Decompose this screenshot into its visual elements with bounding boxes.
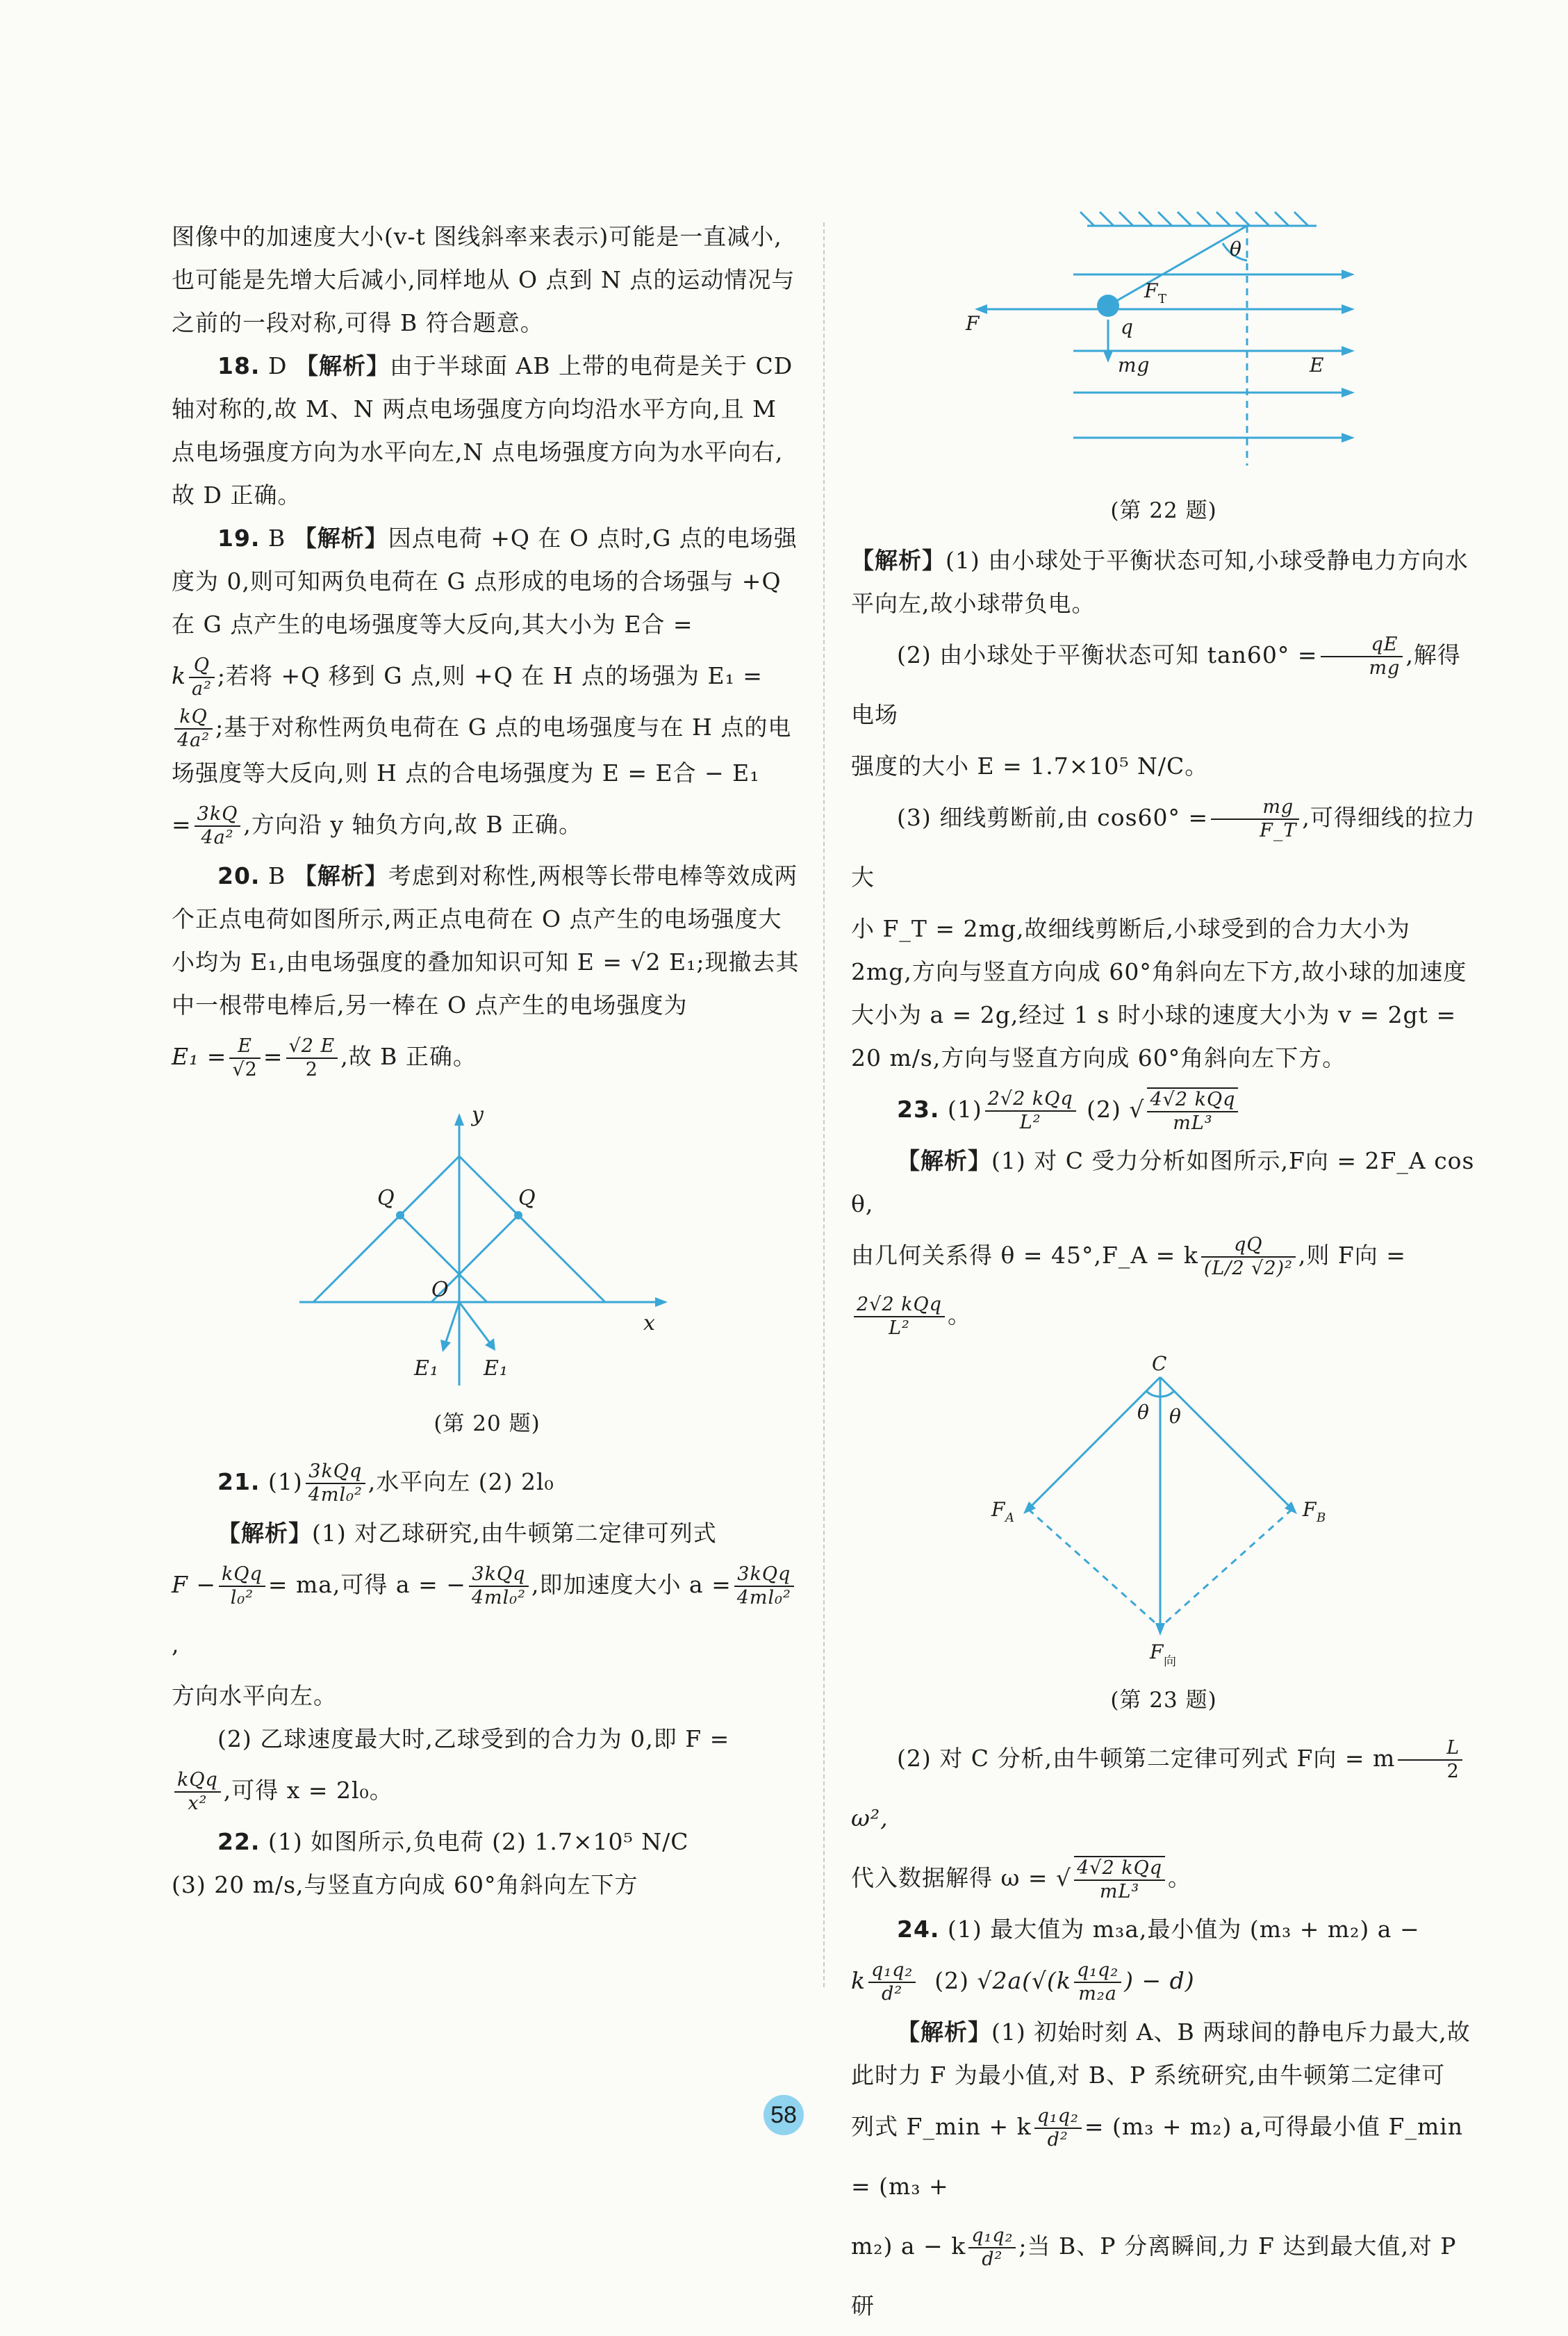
figure-q23 [983, 1349, 1344, 1676]
q22-analysis-1: 【解析】(1) 由小球处于平衡状态可知,小球受静电力方向水平向左,故小球带负电。 [851, 547, 1469, 617]
page-number-badge: 58 [764, 2095, 804, 2135]
y-axis-arrowhead [454, 1113, 464, 1126]
field-arrowhead-1 [1342, 270, 1355, 279]
right-column [851, 215, 1476, 2336]
q24-analysis-2: 列式 F_min + k $\frac{\text{q₁q₂}}{\text{d²}}$ = (m₃ + m₂) a,可得最小值 F_min = (m₃ + [851, 2105, 1464, 2200]
theta-arc-right [1160, 1391, 1174, 1397]
fraction: $\frac{qE}{mg}$ [1321, 634, 1403, 680]
ceiling-hatch [1080, 212, 1308, 226]
fraction: $\frac{Q}{\text{a²}}$ [189, 655, 215, 700]
q23-answer: 23. (1) $\frac{\text{2√2 kQq}}{\text{L²}}$ (2) √ $\frac{\text{4√2 kQq}}{\text{mL³}}$ [851, 1080, 1476, 1140]
column-divider [823, 222, 825, 1987]
force-fa [1028, 1377, 1160, 1509]
caption-q23: (第 23 题) [1110, 1688, 1217, 1713]
q22-answer-2: (3) 20 m/s,与竖直方向成 60°角斜向左下方 [172, 1871, 638, 1898]
q22-analysis-2b: 强度的大小 E = 1.7×10⁵ N/C。 [851, 752, 1209, 780]
fraction: $\frac{\text{4√2 kQq}}{\text{mL³}}$ [1147, 1087, 1238, 1135]
caption-q20: (第 20 题) [434, 1411, 540, 1436]
theta-arc-left [1146, 1391, 1160, 1397]
e1-arrow-right [459, 1302, 490, 1344]
q21-answer: 21. (1) $\frac{\text{3kQq}}{\text{4ml₀²}}$ ,水平向左 (2) 2l₀ [217, 1461, 554, 1506]
parallelogram-left [1028, 1509, 1160, 1627]
fraction: $\frac{\text{3kQq}}{\text{4ml₀²}}$ [306, 1461, 365, 1506]
label-e1-left: E₁ [414, 1356, 439, 1381]
fraction: $\frac{3kQ}{\text{4a²}}$ [195, 803, 241, 849]
fraction: $\frac{\text{3kQq}}{\text{4ml₀²}}$ [469, 1563, 529, 1609]
mg-arrowhead [1103, 351, 1113, 363]
x-axis-arrowhead [655, 1297, 668, 1307]
label-fa-sub: A [1005, 1511, 1015, 1525]
q19-formula-line-3: = $\frac{3kQ}{\text{4a²}}$ ,方向沿 y 轴负方向,故 B 正确。 [172, 803, 583, 848]
parallelogram-right [1160, 1509, 1292, 1627]
fraction: $\frac{kQ}{\text{4a²}}$ [174, 706, 213, 752]
q18-paragraph: 18. D 【解析】由于半球面 AB 上带的电荷是关于 CD 轴对称的,故 M、N 两点电场强度方向均沿水平方向,且 M 点电场强度方向为水平向左,N 点电场强度方向为水平向右,故 D 正确。 [172, 352, 793, 509]
q24-answer-1: 24. (1) 最大值为 m₃a,最小值为 (m₃ + m₂) a − [897, 1916, 1420, 1943]
label-q-left: Q [377, 1186, 395, 1210]
fraction: $\frac{\text{kQq}}{\text{x²}}$ [174, 1769, 221, 1815]
q19-formula-line-2: $\frac{kQ}{\text{4a²}}$ ;基于对称性两负电荷在 G 点的电场强度与在 H 点的电场强度等大反向,则 H 点的合电场强度为 E = E合 − E₁ [172, 706, 792, 787]
q21-analysis-2: 方向水平向左。 [172, 1682, 337, 1709]
charged-ball [1097, 295, 1119, 317]
label-fb-sub: B [1317, 1511, 1327, 1525]
e1-arrow-left [445, 1302, 459, 1344]
label-theta: θ [1230, 238, 1242, 261]
label-o: O [431, 1278, 449, 1302]
fraction: $\frac{\text{3kQq}}{\text{4ml₀²}}$ [734, 1563, 794, 1609]
paragraph-q17-end: 图像中的加速度大小(v-t 图线斜率来表示)可能是一直减小,也可能是先增大后减小,同样地从 O 点到 N 点的运动情况与之前的一段对称,可得 B 符合题意。 [172, 223, 795, 336]
label-c: C [1152, 1352, 1168, 1375]
field-arrowhead-5 [1342, 433, 1355, 443]
caption-q22: (第 22 题) [1110, 498, 1217, 523]
charge-q-right [514, 1211, 522, 1219]
fraction: $\frac{\text{4√2 kQq}}{\text{mL³}}$ [1074, 1856, 1165, 1903]
q20-formula-line: E₁ = $\frac{E}{√2}$ = $\frac{√2 E}{2}$ ,故 B 正确。 [172, 1035, 477, 1080]
fraction: $\frac{\text{q₁q₂}}{\text{d²}}$ [868, 1959, 916, 2005]
fraction: $\frac{\text{q₁q₂}}{\text{d²}}$ [968, 2225, 1016, 2271]
label-ft: F [1144, 279, 1159, 302]
label-e1-right: E₁ [484, 1356, 509, 1381]
label-x: x [643, 1311, 656, 1335]
q22-analysis-2: (2) 由小球处于平衡状态可知 tan60° = $\frac{qE}{mg}$ ,解得电场 [851, 634, 1461, 728]
figure-q22 [955, 208, 1372, 486]
q21-formula-line-2: $\frac{\text{kQq}}{\text{x²}}$ ,可得 x = 2l₀。 [172, 1761, 802, 1820]
q24-analysis-3: m₂) a − k $\frac{\text{q₁q₂}}{\text{d²}}$ ;当 B、P 分离瞬间,力 F 达到最大值,对 P 研 [851, 2225, 1457, 2319]
label-y: y [472, 1103, 484, 1127]
fraction: $\frac{√2 E}{2}$ [286, 1035, 338, 1081]
fraction: $\frac{L}{2}$ [1398, 1737, 1462, 1783]
label-f-net: F [1150, 1640, 1164, 1663]
field-arrowhead-4 [1342, 388, 1355, 397]
field-arrowhead-2 [1342, 304, 1355, 314]
q23-analysis-4: 代入数据解得 ω = √ $\frac{\text{4√2 kQq}}{\text{mL³}}$ 。 [851, 1857, 1192, 1902]
q22-analysis-3: (3) 细线剪断前,由 cos60° = $\frac{mg}{F\_T}$ ,可得细线的拉力大 [851, 796, 1476, 891]
force-fb [1160, 1377, 1292, 1509]
fnet-arrowhead [1155, 1623, 1165, 1636]
label-fb: F [1303, 1498, 1317, 1521]
label-f-net-sub: 向 [1164, 1654, 1177, 1669]
rod-right-outer [459, 1156, 605, 1302]
label-mg: mg [1118, 354, 1150, 377]
fraction: $\frac{E}{√2}$ [229, 1035, 260, 1081]
label-fa: F [991, 1498, 1006, 1521]
q19-formula-line-1: k $\frac{Q}{\text{a²}}$ ;若将 +Q 移到 G 点,则 +Q 在 H 点的场强为 E₁ = [172, 655, 763, 700]
q23-analysis-3: (2) 对 C 分析,由牛顿第二定律可列式 F向 = m $\frac{L}{2}$ ω², [851, 1729, 1476, 1848]
label-ft-sub: T [1158, 292, 1168, 306]
fraction: $\frac{\text{2√2 kQq}}{\text{L²}}$ [985, 1088, 1076, 1134]
q21-analysis-1: 【解析】(1) 对乙球研究,由牛顿第二定律可列式 [217, 1520, 717, 1547]
figure-q20 [292, 1094, 682, 1399]
label-theta-right: θ [1169, 1405, 1182, 1428]
label-f: F [966, 312, 980, 335]
fraction: $\frac{qQ}{\text{(L/2 √2)²}}$ [1201, 1234, 1296, 1280]
fraction: $\frac{\text{kQq}}{\text{l₀²}}$ [219, 1563, 265, 1609]
q23-analysis-2: 由几何关系得 θ = 45°,F_A = k $\frac{qQ}{\text{(L/2 √2)²}}$ ,则 F向 = $\frac{\text{2√2 kQq}}{\text{L²}}$ 。 [851, 1234, 1406, 1339]
q20-paragraph: 20. B 【解析】考虑到对称性,两根等长带电棒等效成两个正点电荷如图所示,两正点电荷在 O 点产生的电场强度大小均为 E₁,由电场强度的叠加知识可知 E = √2 E₁;现撤去其中一根带电棒后,另一棒在 O 点产生的电场强度为 [172, 862, 800, 1019]
q23-analysis-1: 【解析】(1) 对 C 受力分析如图所示,F向 = 2F_A cos θ, [851, 1147, 1475, 1217]
e1-left-arrowhead [440, 1340, 451, 1352]
q21-analysis-3: (2) 乙球速度最大时,乙球受到的合力为 0,即 F = [217, 1725, 730, 1752]
q24-answer-2: k $\frac{\text{q₁q₂}}{\text{d²}}$ (2) √2a(√(k $\frac{\text{q₁q₂}}{\text{m₂a}}$ ) − d) [851, 1959, 1195, 2005]
fraction: $\frac{\text{2√2 kQq}}{\text{L²}}$ [854, 1294, 945, 1340]
label-theta-left: θ [1137, 1401, 1150, 1424]
thread [1108, 226, 1247, 306]
q21-formula-line: F − $\frac{\text{kQq}}{\text{l₀²}}$ = ma,可得 a = − $\frac{\text{3kQq}}{\text{4ml₀²}}$ ,即加速度大小 a = $\frac{\text{3kQq}}{\text{4ml₀²}}$ , [172, 1555, 802, 1675]
fraction: $\frac{\text{q₁q₂}}{\text{m₂a}}$ [1074, 1959, 1121, 2005]
charge-q-left [396, 1211, 404, 1219]
left-column [172, 215, 802, 1907]
q22-analysis-3b: 小 F_T = 2mg,故细线剪断后,小球受到的合力大小为 2mg,方向与竖直方向成 60°角斜向左下方,故小球的加速度大小为 a = 2g,经过 1 s 时小球的速度大小为 v = 2gt = 20 m/s,方向与竖直方向成 60°角斜向左下方。 [851, 915, 1467, 1071]
label-q: q [1121, 315, 1134, 338]
label-e: E [1310, 354, 1325, 377]
q24-analysis-1: 【解析】(1) 初始时刻 A、B 两球间的静电斥力最大,故此时力 F 为最小值,对 B、P 系统研究,由牛顿第二定律可 [851, 2018, 1471, 2089]
fraction: $\frac{\text{q₁q₂}}{\text{d²}}$ [1034, 2105, 1082, 2151]
q19-paragraph: 19. B 【解析】因点电荷 +Q 在 O 点时,G 点的电场强度为 0,则可知两负电荷在 G 点形成的电场的合场强与 +Q 在 G 点产生的电场强度等大反向,其大小为 E合 = [172, 525, 798, 638]
q22-answer: 22. (1) 如图所示,负电荷 (2) 1.7×10⁵ N/C [217, 1828, 689, 1855]
label-q-right: Q [518, 1186, 536, 1210]
fraction: $\frac{mg}{F\_T}$ [1211, 796, 1299, 842]
field-arrowhead-3 [1342, 346, 1355, 356]
